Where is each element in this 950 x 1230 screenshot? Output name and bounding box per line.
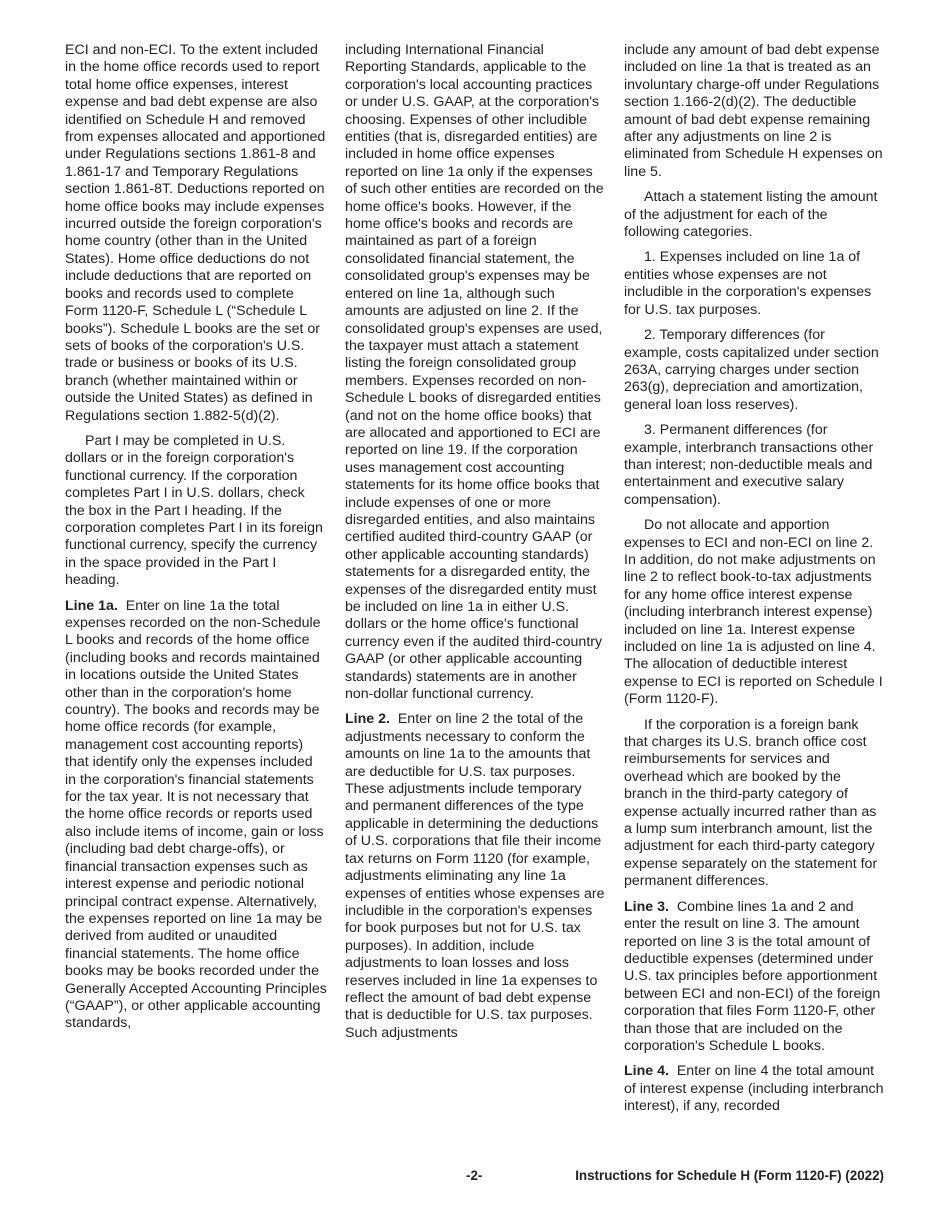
paragraph (624, 42, 886, 181)
paragraph (65, 598, 327, 1033)
document-title: Instructions for Schedule H (Form 1120-F) (2022) (575, 1168, 884, 1183)
line-heading: Line 3. (624, 898, 669, 915)
page-number: -2- (466, 1168, 483, 1183)
paragraph (624, 189, 886, 241)
paragraph (624, 517, 886, 708)
paragraph-text: ECI and non-ECI. To the extent included in the home office records used to report total home office expenses, interest expense and bad debt expense are also identified on Schedule H and removed from expenses allocated and apportioned under Regulations sections 1.861-8 and 1.861-17 and Temporary Regulations section 1.861-8T. Deductions reported on home office books may include expenses incurred outside the foreign corporation's home country (other than in the United States). Home office deductions do not include deductions that are reported on books and records used to complete Form 1120-F, Schedule L (“Schedule L books”). Schedule L books are the set or sets of books of the corporation's U.S. trade or business or books of its U.S. branch (whether maintained within or outside the United States) as defined in Regulations section 1.882-5(d)(2). (65, 42, 326, 424)
paragraph-text: include any amount of bad debt expense included on line 1a that is treated as an involuntary charge-off under Regulations section 1.166-2(d)(2). The deductible amount of bad debt expense remaining after any adjustments on line 2 is eliminated from Schedule H expenses on line 5. (624, 42, 883, 180)
paragraph (345, 42, 607, 703)
paragraph (624, 327, 886, 414)
column-1 (65, 42, 327, 1041)
paragraph-text: including International Financial Reporting Standards, applicable to the corporation's local accounting practices or under U.S. GAAP, at the corporation's choosing. Expenses of other includible entities (that is, disregarded entities) are included in home office expenses reported on line 1a only if the expenses of such other entities are recorded on the home office's books. However, if the home office's books and records are maintained as part of a foreign consolidated financial statement, the consolidated group's expenses may be entered on line 1a, although such amounts are adjusted on line 2. If the consolidated group's expenses are used, the taxpayer must attach a statement listing the foreign consolidated group members. Expenses recorded on non-Schedule L books of disregarded entities (and not on the home office books) that are allocated and apportioned to ECI are reported on line 19. If the corporation uses management cost accounting statements for its home office books that include expenses of one or more disregarded entities, and also maintains certified audited third-country GAAP (or other applicable accounting standards) statements for a disregarded entity, the expenses of the disregarded entity must be included on line 1a in either U.S. dollars or the home office's functional currency even if the audited third-country GAAP (or other applicable accounting standards) statements are in another non-dollar functional currency. (345, 42, 604, 703)
paragraph (624, 899, 886, 1056)
paragraph (624, 717, 886, 891)
paragraph-text: Combine lines 1a and 2 and enter the result on line 3. The amount reported on line 3 is the total amount of deductible expenses (determined under U.S. tax principles before apportionment between ECI and non-ECI) of the foreign corporation that files Form 1120-F, other than those that are included on the corporation's Schedule L books. (624, 898, 881, 1054)
line-heading: Line 2. (345, 711, 390, 728)
paragraph (65, 433, 327, 590)
paragraph-text: Enter on line 1a the total expenses recorded on the non-Schedule L books and records of the home office (including books and records maintained in locations outside the United States other than in the corporation's home country). The books and records may be home office records (for example, management cost accounting reports) that identify only the expenses included in the corporation's financial statements for the tax year. It is not necessary that the home office records or reports used also include items of income, gain or loss (including bad debt charge-offs), or financial transaction expenses such as interest expense and periodic notional principal contract expense. Alternatively, the expenses reported on line 1a may be derived from audited or unaudited financial statements. The home office books may be books recorded under the Generally Accepted Accounting Principles (“GAAP”), or other applicable accounting standards, (65, 597, 327, 1032)
paragraph (624, 422, 886, 509)
paragraph-text: Enter on line 4 the total amount of interest expense (including interbranch interest), if any, recorded (624, 1063, 884, 1115)
paragraph-text: Enter on line 2 the total of the adjustments necessary to conform the amounts on line 1a to the amounts that are deductible for U.S. tax purposes. These adjustments include temporary and permanent differences of the type applicable in determining the deductions of U.S. corporations that file their income tax returns on Form 1120 (for example, adjustments eliminating any line 1a expenses of entities whose expenses are includible in the corporation's expenses for book purposes but not for U.S. tax purposes). In addition, include adjustments to loan losses and loss reserves included in line 1a expenses to reflect the amount of bad debt expense that is deductible for U.S. tax purposes. Such adjustments (345, 711, 605, 1041)
paragraph (65, 42, 327, 425)
paragraph (624, 249, 886, 319)
paragraph-text: 2. Temporary differences (for example, costs capitalized under section 263A, carrying charges under section 263(g), depreciation and amortization, general loan loss reserves). (624, 327, 879, 413)
paragraph (624, 1063, 886, 1115)
paragraph-text: 3. Permanent differences (for example, interbranch transactions other than interest; non-deductible meals and entertainment and executive salary compensation). (624, 422, 874, 508)
paragraph-text: Attach a statement listing the amount of the adjustment for each of the following categories. (624, 189, 878, 241)
column-3 (624, 42, 886, 1124)
page-footer (0, 1168, 950, 1188)
column-2 (345, 42, 607, 1050)
paragraph-text: Do not allocate and apportion expenses to ECI and non-ECI on line 2. In addition, do not make adjustments on line 2 to reflect book-to-tax adjustments for any home office interest expense (including interbranch interest expense) included on line 1a. Interest expense included on line 1a is adjusted on line 4. The allocation of deductible interest expense to ECI is reported on Schedule I (Form 1120-F). (624, 517, 883, 708)
line-heading: Line 1a. (65, 597, 118, 614)
paragraph-text: If the corporation is a foreign bank that charges its U.S. branch office cost reimbursements for services and overhead which are booked by the branch in the third-party category of expense actually incurred rather than as a lump sum interbranch amount, list the adjustment for each third-party category expense separately on the statement for permanent differences. (624, 716, 878, 890)
paragraph-text: 1. Expenses included on line 1a of entities whose expenses are not includible in the corporation's expenses for U.S. tax purposes. (624, 249, 872, 318)
paragraph-text: Part I may be completed in U.S. dollars or in the foreign corporation's functional currency. If the corporation completes Part I in U.S. dollars, check the box in the Part I heading. If the corporation completes Part I in its foreign functional currency, specify the currency in the space provided in the Part I heading. (65, 432, 323, 589)
paragraph (345, 711, 607, 1042)
line-heading: Line 4. (624, 1063, 669, 1080)
